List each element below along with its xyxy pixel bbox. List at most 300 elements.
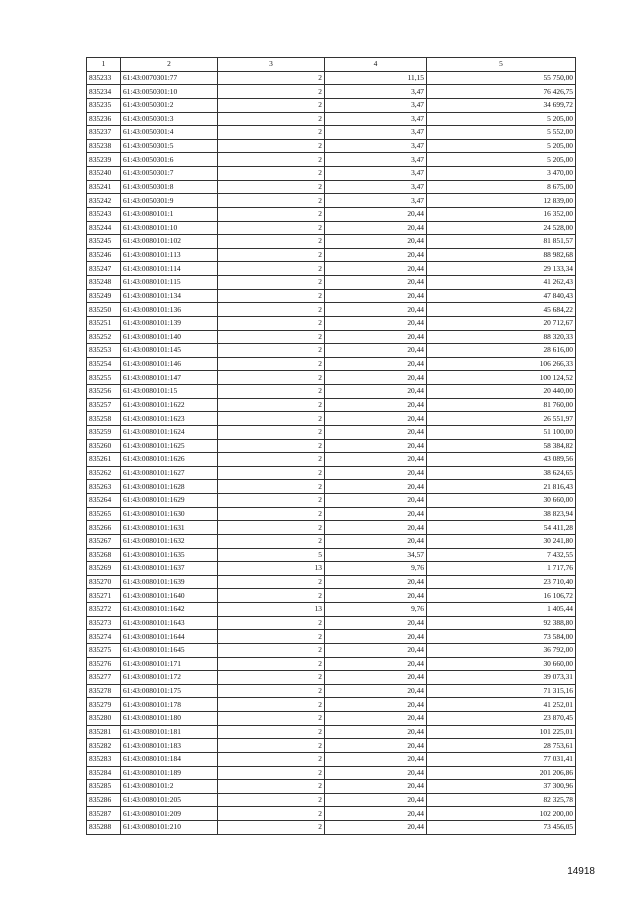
category-cell: 2 [218,766,325,780]
category-cell: 2 [218,112,325,126]
category-cell: 2 [218,575,325,589]
value-cell: 23 870,45 [427,712,576,726]
cadastral-number-cell: 61:43:0080101:181 [121,725,218,739]
category-cell: 13 [218,562,325,576]
table-row [87,643,576,657]
cadastral-number-cell: 61:43:0050301:6 [121,153,218,167]
cadastral-number-cell: 61:43:0050301:3 [121,112,218,126]
row-id-cell: 835256 [87,385,121,399]
value-cell: 38 624,65 [427,466,576,480]
cadastral-number-cell: 61:43:0080101:178 [121,698,218,712]
value-cell: 34 699,72 [427,98,576,112]
rate-cell: 20,44 [325,289,427,303]
value-cell: 16 352,00 [427,207,576,221]
cadastral-number-cell: 61:43:0080101:175 [121,684,218,698]
value-cell: 81 760,00 [427,398,576,412]
cadastral-number-cell: 61:43:0080101:113 [121,248,218,262]
row-id-cell: 835261 [87,453,121,467]
value-cell: 5 205,00 [427,112,576,126]
table-row [87,793,576,807]
cadastral-number-cell: 61:43:0050301:9 [121,194,218,208]
rate-cell: 3,47 [325,126,427,140]
cadastral-number-cell: 61:43:0080101:114 [121,262,218,276]
value-cell: 73 456,05 [427,821,576,835]
value-cell: 5 552,00 [427,126,576,140]
cadastral-number-cell: 61:43:0080101:1625 [121,439,218,453]
row-id-cell: 835282 [87,739,121,753]
cadastral-number-cell: 61:43:0080101:171 [121,657,218,671]
rate-cell: 9,76 [325,603,427,617]
row-id-cell: 835272 [87,603,121,617]
rate-cell: 20,44 [325,589,427,603]
table-row [87,453,576,467]
cadastral-number-cell: 61:43:0080101:1 [121,207,218,221]
rate-cell: 20,44 [325,480,427,494]
row-id-cell: 835236 [87,112,121,126]
rate-cell: 20,44 [325,752,427,766]
cadastral-number-cell: 61:43:0050301:7 [121,167,218,181]
category-cell: 2 [218,167,325,181]
row-id-cell: 835233 [87,71,121,85]
category-cell: 2 [218,521,325,535]
table-row [87,657,576,671]
rate-cell: 34,57 [325,548,427,562]
table-row [87,534,576,548]
table-row [87,235,576,249]
rate-cell: 20,44 [325,412,427,426]
table-row [87,698,576,712]
row-id-cell: 835240 [87,167,121,181]
table-row [87,821,576,835]
table-row [87,289,576,303]
category-cell: 2 [218,180,325,194]
rate-cell: 20,44 [325,235,427,249]
value-cell: 76 426,75 [427,85,576,99]
value-cell: 8 675,00 [427,180,576,194]
value-cell: 88 982,68 [427,248,576,262]
row-id-cell: 835239 [87,153,121,167]
row-id-cell: 835234 [87,85,121,99]
table-row [87,412,576,426]
value-cell: 82 325,78 [427,793,576,807]
rate-cell: 3,47 [325,153,427,167]
table-row [87,262,576,276]
category-cell: 2 [218,385,325,399]
category-cell: 2 [218,71,325,85]
value-cell: 29 133,34 [427,262,576,276]
category-cell: 2 [218,207,325,221]
category-cell: 2 [218,793,325,807]
row-id-cell: 835267 [87,534,121,548]
table-row [87,507,576,521]
row-id-cell: 835237 [87,126,121,140]
category-cell: 2 [218,725,325,739]
category-cell: 2 [218,425,325,439]
row-id-cell: 835249 [87,289,121,303]
category-cell: 2 [218,412,325,426]
rate-cell: 20,44 [325,821,427,835]
category-cell: 2 [218,289,325,303]
value-cell: 38 823,94 [427,507,576,521]
rate-cell: 20,44 [325,276,427,290]
rate-cell: 20,44 [325,262,427,276]
header-row [87,58,576,72]
category-cell: 2 [218,671,325,685]
value-cell: 36 792,00 [427,643,576,657]
rate-cell: 3,47 [325,180,427,194]
category-cell: 2 [218,194,325,208]
rate-cell: 20,44 [325,616,427,630]
table-row [87,548,576,562]
value-cell: 23 710,40 [427,575,576,589]
cadastral-number-cell: 61:43:0050301:5 [121,139,218,153]
cadastral-number-cell: 61:43:0080101:1644 [121,630,218,644]
rate-cell: 20,44 [325,221,427,235]
row-id-cell: 835243 [87,207,121,221]
value-cell: 100 124,52 [427,371,576,385]
rate-cell: 20,44 [325,385,427,399]
value-cell: 30 660,00 [427,657,576,671]
row-id-cell: 835244 [87,221,121,235]
cadastral-number-cell: 61:43:0050301:4 [121,126,218,140]
row-id-cell: 835284 [87,766,121,780]
value-cell: 30 241,80 [427,534,576,548]
table-row [87,248,576,262]
table-row [87,521,576,535]
rate-cell: 3,47 [325,85,427,99]
row-id-cell: 835279 [87,698,121,712]
rate-cell: 20,44 [325,303,427,317]
value-cell: 26 551,97 [427,412,576,426]
category-cell: 2 [218,371,325,385]
rate-cell: 20,44 [325,425,427,439]
column-header-4: 4 [325,58,427,72]
table-row [87,330,576,344]
value-cell: 37 300,96 [427,780,576,794]
table-row [87,194,576,208]
category-cell: 5 [218,548,325,562]
value-cell: 45 684,22 [427,303,576,317]
category-cell: 2 [218,303,325,317]
rate-cell: 20,44 [325,712,427,726]
row-id-cell: 835255 [87,371,121,385]
row-id-cell: 835245 [87,235,121,249]
table-row [87,167,576,181]
row-id-cell: 835241 [87,180,121,194]
value-cell: 54 411,28 [427,521,576,535]
cadastral-number-cell: 61:43:0080101:2 [121,780,218,794]
column-header-2: 2 [121,58,218,72]
category-cell: 2 [218,85,325,99]
cadastral-number-cell: 61:43:0080101:1623 [121,412,218,426]
value-cell: 3 470,00 [427,167,576,181]
cadastral-number-cell: 61:43:0080101:209 [121,807,218,821]
category-cell: 2 [218,752,325,766]
table-row [87,725,576,739]
table-row [87,439,576,453]
value-cell: 201 206,86 [427,766,576,780]
table-row [87,752,576,766]
row-id-cell: 835287 [87,807,121,821]
cadastral-number-cell: 61:43:0080101:115 [121,276,218,290]
column-header-1: 1 [87,58,121,72]
rate-cell: 3,47 [325,139,427,153]
category-cell: 2 [218,712,325,726]
table-row [87,616,576,630]
column-header-3: 3 [218,58,325,72]
category-cell: 2 [218,698,325,712]
row-id-cell: 835283 [87,752,121,766]
value-cell: 28 616,00 [427,344,576,358]
rate-cell: 20,44 [325,507,427,521]
value-cell: 41 262,43 [427,276,576,290]
value-cell: 5 205,00 [427,153,576,167]
table-row [87,712,576,726]
rate-cell: 20,44 [325,248,427,262]
table-row [87,221,576,235]
row-id-cell: 835235 [87,98,121,112]
table-row [87,371,576,385]
cadastral-number-cell: 61:43:0080101:134 [121,289,218,303]
row-id-cell: 835285 [87,780,121,794]
column-header-5: 5 [427,58,576,72]
table-row [87,466,576,480]
table-row [87,316,576,330]
row-id-cell: 835252 [87,330,121,344]
cadastral-number-cell: 61:43:0080101:1645 [121,643,218,657]
cadastral-number-cell: 61:43:0080101:1627 [121,466,218,480]
row-id-cell: 835286 [87,793,121,807]
cadastral-number-cell: 61:43:0050301:10 [121,85,218,99]
row-id-cell: 835253 [87,344,121,358]
row-id-cell: 835266 [87,521,121,535]
cadastral-number-cell: 61:43:0080101:15 [121,385,218,399]
row-id-cell: 835248 [87,276,121,290]
table-row [87,71,576,85]
cadastral-number-cell: 61:43:0080101:1629 [121,494,218,508]
value-cell: 51 100,00 [427,425,576,439]
category-cell: 2 [218,657,325,671]
table-row [87,344,576,358]
row-id-cell: 835271 [87,589,121,603]
cadastral-number-cell: 61:43:0080101:140 [121,330,218,344]
table-row [87,807,576,821]
cadastral-number-cell: 61:43:0080101:183 [121,739,218,753]
table-row [87,630,576,644]
table-row [87,398,576,412]
table-row [87,85,576,99]
category-cell: 2 [218,643,325,657]
cadastral-number-cell: 61:43:0080101:1632 [121,534,218,548]
row-id-cell: 835281 [87,725,121,739]
value-cell: 81 851,57 [427,235,576,249]
table-row [87,153,576,167]
row-id-cell: 835262 [87,466,121,480]
cadastral-number-cell: 61:43:0080101:172 [121,671,218,685]
cadastral-number-cell: 61:43:0080101:184 [121,752,218,766]
rate-cell: 3,47 [325,98,427,112]
value-cell: 88 320,33 [427,330,576,344]
category-cell: 2 [218,494,325,508]
rate-cell: 20,44 [325,643,427,657]
value-cell: 55 750,00 [427,71,576,85]
value-cell: 20 440,00 [427,385,576,399]
table-row [87,562,576,576]
row-id-cell: 835258 [87,412,121,426]
rate-cell: 20,44 [325,766,427,780]
row-id-cell: 835269 [87,562,121,576]
cadastral-number-cell: 61:43:0080101:1628 [121,480,218,494]
cadastral-number-cell: 61:43:0050301:2 [121,98,218,112]
row-id-cell: 835278 [87,684,121,698]
row-id-cell: 835270 [87,575,121,589]
value-cell: 47 840,43 [427,289,576,303]
rate-cell: 9,76 [325,562,427,576]
table-row [87,603,576,617]
table-row [87,276,576,290]
cadastral-number-cell: 61:43:0080101:146 [121,357,218,371]
value-cell: 106 266,33 [427,357,576,371]
rate-cell: 20,44 [325,739,427,753]
table-row [87,494,576,508]
rate-cell: 20,44 [325,657,427,671]
row-id-cell: 835277 [87,671,121,685]
category-cell: 2 [218,821,325,835]
rate-cell: 20,44 [325,207,427,221]
value-cell: 20 712,67 [427,316,576,330]
table-row [87,126,576,140]
value-cell: 43 089,56 [427,453,576,467]
table-row [87,207,576,221]
rate-cell: 11,15 [325,71,427,85]
category-cell: 2 [218,780,325,794]
rate-cell: 20,44 [325,521,427,535]
rate-cell: 3,47 [325,167,427,181]
value-cell: 7 432,55 [427,548,576,562]
category-cell: 2 [218,507,325,521]
rate-cell: 20,44 [325,807,427,821]
table-row [87,684,576,698]
value-cell: 1 717,76 [427,562,576,576]
cadastral-number-cell: 61:43:0080101:136 [121,303,218,317]
cadastral-number-cell: 61:43:0080101:1624 [121,425,218,439]
rate-cell: 3,47 [325,112,427,126]
category-cell: 2 [218,807,325,821]
row-id-cell: 835247 [87,262,121,276]
category-cell: 2 [218,739,325,753]
table-row [87,575,576,589]
rate-cell: 20,44 [325,793,427,807]
value-cell: 1 405,44 [427,603,576,617]
cadastral-number-cell: 61:43:0080101:1643 [121,616,218,630]
cadastral-number-cell: 61:43:0080101:10 [121,221,218,235]
table-row [87,112,576,126]
rate-cell: 20,44 [325,357,427,371]
value-cell: 16 106,72 [427,589,576,603]
table-row [87,766,576,780]
value-cell: 24 528,00 [427,221,576,235]
rate-cell: 20,44 [325,575,427,589]
cadastral-number-cell: 61:43:0080101:1642 [121,603,218,617]
category-cell: 2 [218,480,325,494]
row-id-cell: 835250 [87,303,121,317]
cadastral-number-cell: 61:43:0080101:145 [121,344,218,358]
cadastral-number-cell: 61:43:0080101:205 [121,793,218,807]
table-row [87,303,576,317]
category-cell: 2 [218,630,325,644]
value-cell: 71 315,16 [427,684,576,698]
cadastral-number-cell: 61:43:0080101:189 [121,766,218,780]
value-cell: 92 388,80 [427,616,576,630]
table-row [87,357,576,371]
rate-cell: 20,44 [325,780,427,794]
rate-cell: 20,44 [325,684,427,698]
value-cell: 28 753,61 [427,739,576,753]
category-cell: 2 [218,453,325,467]
row-id-cell: 835242 [87,194,121,208]
value-cell: 12 839,00 [427,194,576,208]
rate-cell: 20,44 [325,466,427,480]
page-number: 14918 [567,866,595,877]
rate-cell: 20,44 [325,453,427,467]
value-cell: 102 200,00 [427,807,576,821]
row-id-cell: 835276 [87,657,121,671]
row-id-cell: 835274 [87,630,121,644]
category-cell: 2 [218,616,325,630]
category-cell: 2 [218,316,325,330]
category-cell: 2 [218,126,325,140]
row-id-cell: 835254 [87,357,121,371]
rate-cell: 20,44 [325,439,427,453]
value-cell: 30 660,00 [427,494,576,508]
rate-cell: 20,44 [325,398,427,412]
category-cell: 2 [218,98,325,112]
data-table [86,57,576,835]
category-cell: 2 [218,466,325,480]
category-cell: 2 [218,153,325,167]
rate-cell: 20,44 [325,344,427,358]
value-cell: 77 031,41 [427,752,576,766]
row-id-cell: 835275 [87,643,121,657]
category-cell: 2 [218,357,325,371]
cadastral-number-cell: 61:43:0080101:102 [121,235,218,249]
row-id-cell: 835259 [87,425,121,439]
rate-cell: 20,44 [325,494,427,508]
category-cell: 2 [218,235,325,249]
category-cell: 2 [218,344,325,358]
cadastral-number-cell: 61:43:0080101:1635 [121,548,218,562]
category-cell: 2 [218,248,325,262]
table-row [87,385,576,399]
rate-cell: 20,44 [325,671,427,685]
value-cell: 5 205,00 [427,139,576,153]
category-cell: 2 [218,262,325,276]
category-cell: 2 [218,276,325,290]
category-cell: 2 [218,398,325,412]
category-cell: 2 [218,330,325,344]
cadastral-number-cell: 61:43:0080101:210 [121,821,218,835]
table-body [87,71,576,834]
table-row [87,671,576,685]
value-cell: 41 252,01 [427,698,576,712]
rate-cell: 3,47 [325,194,427,208]
cadastral-number-cell: 61:43:0080101:180 [121,712,218,726]
cadastral-number-cell: 61:43:0050301:8 [121,180,218,194]
cadastral-number-cell: 61:43:0080101:1637 [121,562,218,576]
category-cell: 2 [218,534,325,548]
table-row [87,180,576,194]
table-row [87,98,576,112]
